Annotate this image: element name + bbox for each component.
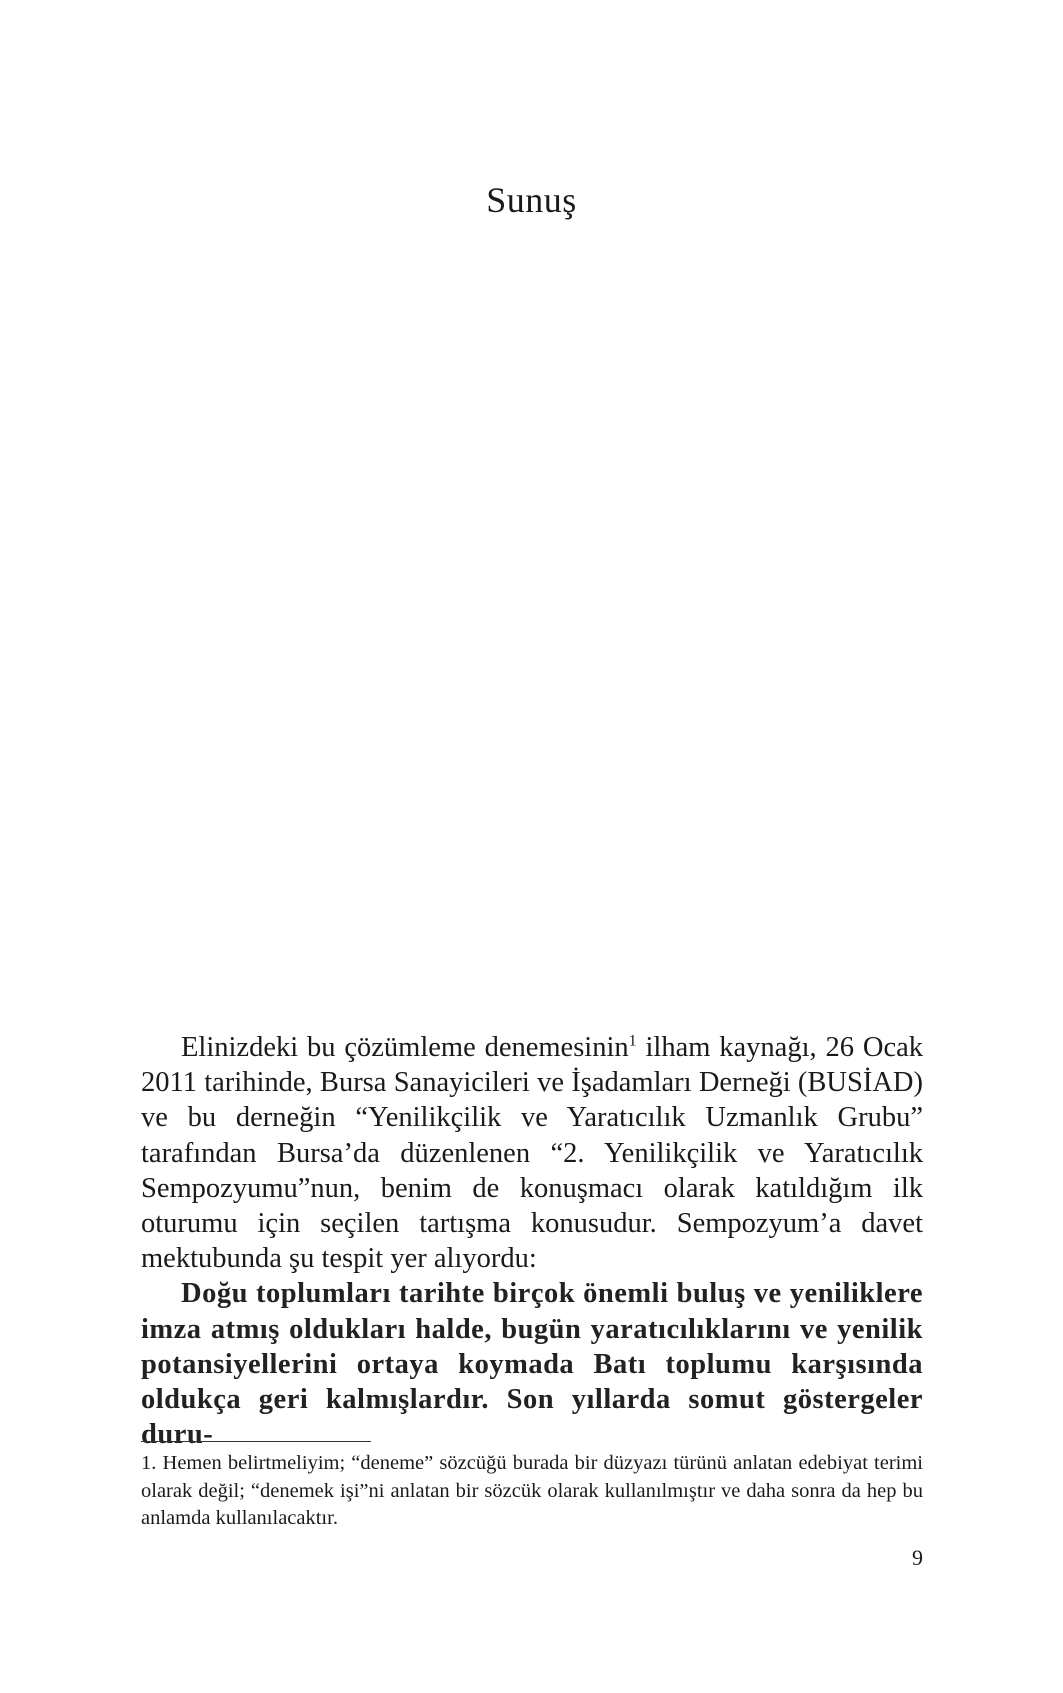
footnote-reference[interactable]: 1 [628,1032,637,1050]
paragraph-intro [141,1030,923,1276]
paragraph-intro-text-end: ilham kaynağı, 26 Ocak 2011 tarihinde, Bursa Sanayicileri ve İşadamları Derneği (BUSİAD) ve bu derneğin “Yenilikçilik ve Yaratıcılık Uzmanlık Grubu” tarafından Bursa’da düzenlenen “2. Yenilikçilik ve Yaratıcılık Sempozyumu”nun, benim de konuşmacı olarak katıldığım ilk oturumu için seçilen tartışma konusudur. Sempozyum’a davet mektubunda şu tespit yer alıyordu: [141,1032,923,1275]
paragraph-intro-text-start: Elinizdeki bu çözümleme denemesinin [181,1032,629,1063]
body-text [141,1030,923,1452]
chapter-title: Sunuş [486,180,577,220]
page-number: 9 [912,1545,923,1570]
footnote-divider [141,1441,371,1442]
paragraph-quote: Doğu toplumları tarihte birçok önemli buluş ve yeniliklere imza atmış oldukları halde, bugün yaratıcılıklarını ve yenilik potansiyellerini ortaya koymada Batı toplumu karşısında oldukça geri kalmışlardır. Son yıllarda somut göstergeler duru- [141,1278,923,1451]
footnote: 1. Hemen belirtmeliyim; “deneme” sözcüğü burada bir düzyazı türünü anlatan edebiyat terimi olarak değil; “denemek işi”ni anlatan bir sözcük olarak kullanılmıştır ve daha sonra da hep bu anlamda kullanılacaktır. [141,1452,923,1529]
